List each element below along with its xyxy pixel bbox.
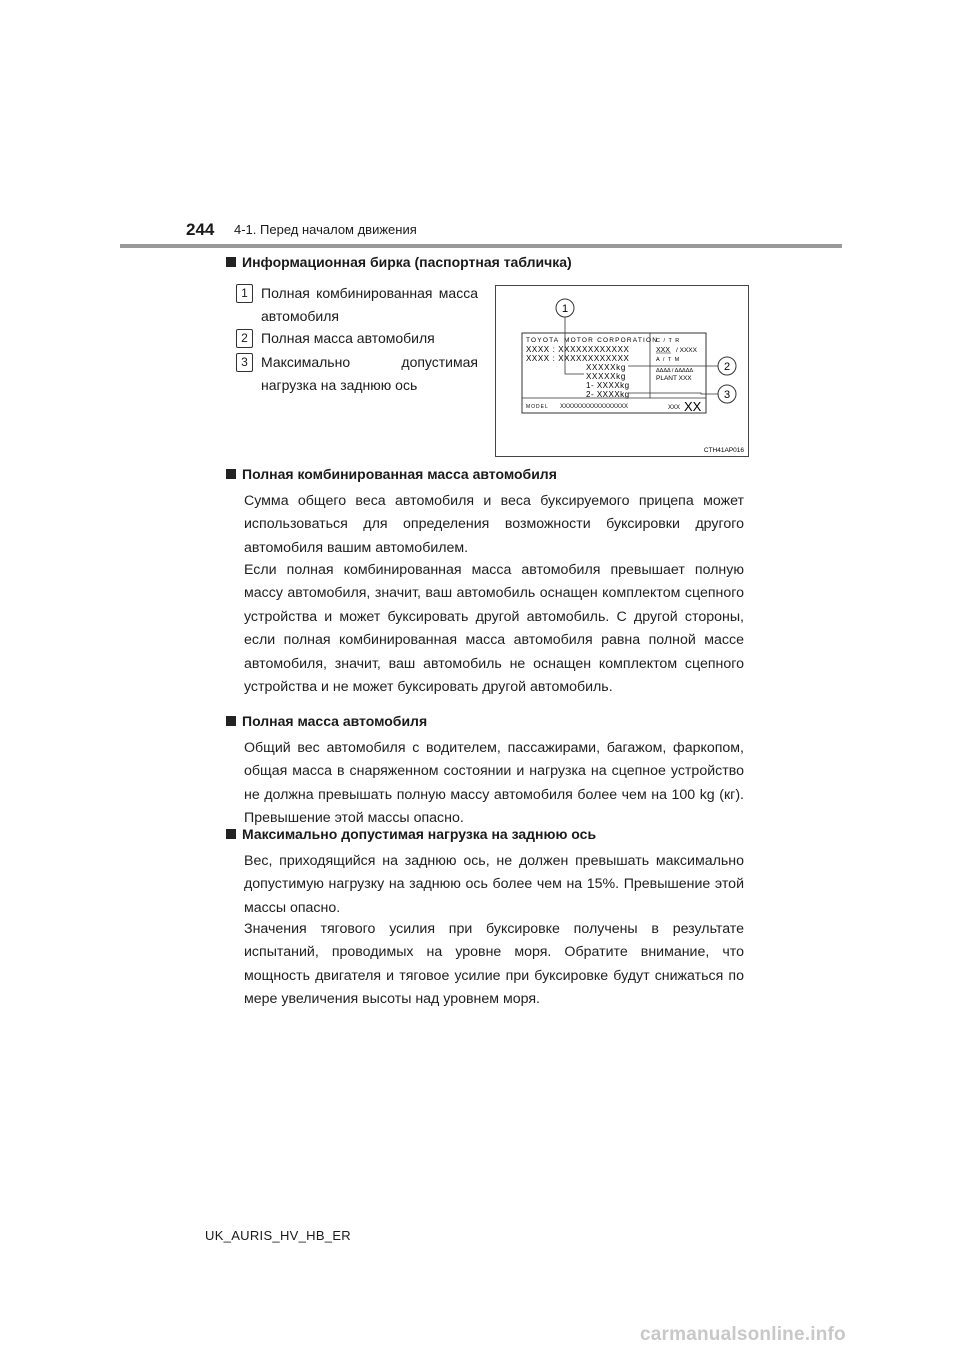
plate-weight-1: XXXXXkg (586, 363, 627, 372)
heading-info-label: Информационная бирка (паспортная табличка) (226, 254, 572, 270)
callout-1-label: 1 (561, 303, 569, 315)
plate-row1: XXXX : XXXXXXXXXXXX (526, 345, 630, 354)
bullet-square-icon (226, 469, 236, 479)
heading-combined-mass: Полная комбинированная масса автомобиля (226, 466, 557, 482)
plate-ctr-label: C / T R (656, 338, 681, 344)
callout-2-label: 2 (723, 361, 731, 373)
plate-weight-4: 2- XXXXkg (586, 390, 630, 399)
bullet-square-icon (226, 829, 236, 839)
heading-gross-mass: Полная масса автомобиля (226, 713, 427, 729)
label-figure (495, 285, 749, 457)
plate-weight-2: XXXXXkg (586, 372, 627, 381)
bullet-square-icon (226, 257, 236, 267)
plate-atm-label: A / T M (656, 357, 681, 363)
plate-maker: MOTOR CORPORATION (564, 337, 659, 344)
plate-xxxx: / XXXX (676, 347, 697, 354)
legend-item-2 (236, 327, 478, 350)
legend-text: Полная комбинированная масса автомобиля (261, 285, 478, 324)
plate-ctr-value: XXX (656, 347, 671, 354)
page-number: 244 (186, 220, 215, 239)
paragraph: Сумма общего веса автомобиля и веса буксируемого прицепа может использоваться для определения возможности буксировки другого автомобиля вашим автомобилем. (244, 493, 744, 556)
heading-rear-axle-load: Максимально допустимая нагрузка на заднюю ось (226, 826, 596, 842)
figure-code: CTH41AP016 (703, 447, 744, 454)
callout-leader-3 (628, 393, 718, 394)
watermark: carmanualsonline.info (640, 1324, 846, 1345)
plate-weight-3: 1- XXXXkg (586, 381, 630, 390)
header-rule (120, 244, 842, 248)
legend-item-1 (236, 282, 478, 328)
document-code: UK_AURIS_HV_HB_ER (205, 1228, 351, 1243)
paragraph: Вес, приходящийся на заднюю ось, не должен превышать максимально допустимую нагрузку на заднюю ось более чем на 15%. Превышение этой массы опасно. (244, 853, 744, 916)
plate-xxx-small: XXX (668, 405, 681, 411)
plate-xx-big: XX (684, 399, 702, 414)
legend-text: Максимально допустимая нагрузка на заднюю ось (261, 354, 478, 393)
legend-number: 1 (236, 284, 253, 303)
plate-illustration (496, 286, 750, 458)
paragraph: Значения тягового усилия при буксировке получены в результате испытаний, проводимых на уровне моря. Обратите внимание, что мощность двигателя и тяговое усилие при буксировке будут снижаться по мере увеличения высоты над уровнем моря. (244, 921, 744, 1008)
legend-text: Полная масса автомобиля (261, 330, 435, 346)
callout-3-label: 3 (723, 389, 731, 401)
legend-number: 2 (236, 329, 253, 348)
plate-model-value: XXXXXXXXXXXXXXXXX (560, 404, 629, 410)
legend-number: 3 (236, 353, 253, 372)
section-title: 4-1. Перед началом движения (234, 222, 417, 237)
plate-plant: PLANT XXX (656, 375, 692, 382)
legend-item-3 (236, 351, 478, 397)
paragraph: Если полная комбинированная масса автомобиля превышает полную массу автомобиля, значит, ваш автомобиль оснащен комплектом сцепного устройства и может буксировать другой автомобиль. С другой стороны, если полная комбинированная масса автомобиля равна полной массе автомобиля, значит, ваш автомобиль не оснащен комплектом сцепного устройства и не может буксировать другой автомобиль. (244, 562, 744, 696)
bullet-square-icon (226, 716, 236, 726)
plate-row2: XXXX : XXXXXXXXXXXX (526, 354, 630, 363)
plate-model-label: MODEL (526, 404, 549, 410)
paragraph: Общий вес автомобиля с водителем, пассажирами, багажом, фаркопом, общая масса в снаряженном состоянии и нагрузка на сцепное устройство не должна превышать полную массу автомобиля более чем на 100 kg (кг). Превышение этой массы опасно. (244, 740, 744, 827)
plate-code-row: ΔΔΔΔ / ΔΔΔΔΔ (656, 368, 694, 374)
plate-brand: TOYOTA (526, 337, 560, 344)
